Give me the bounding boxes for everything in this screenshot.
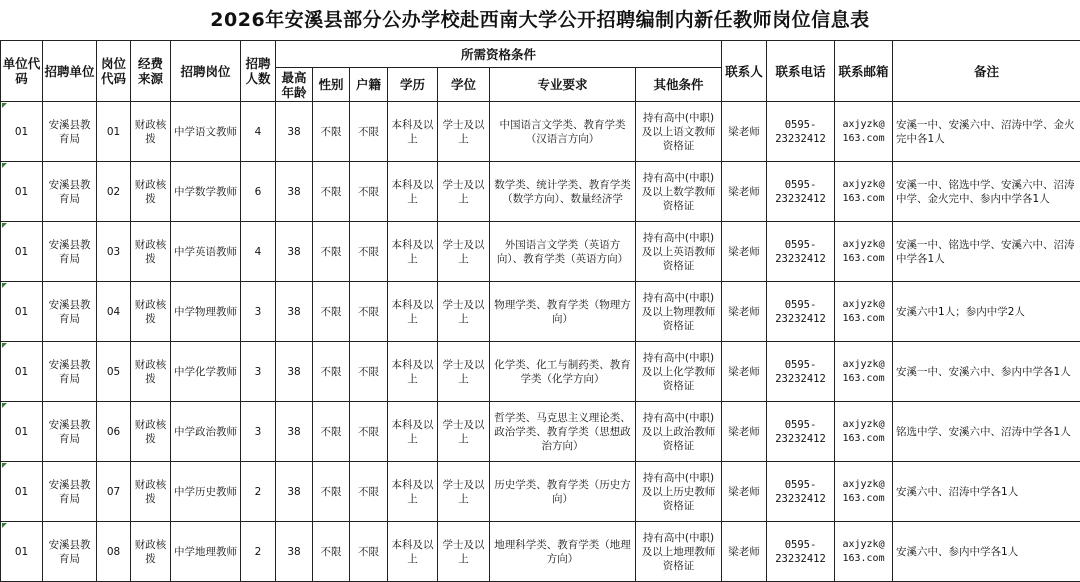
unit-code-cell xyxy=(1,462,43,522)
note-cell: 安溪一中、铭选中学、安溪六中、沼涛中学、金火完中、参内中学各1人 xyxy=(893,162,1080,222)
count-cell: 3 xyxy=(241,402,276,462)
other-cell: 持有高中(中职)及以上政治教师资格证 xyxy=(636,402,722,462)
unit-cell: 安溪县教育局 xyxy=(43,162,97,222)
count-cell: 2 xyxy=(241,522,276,582)
phone-cell: 0595-23232412 xyxy=(767,522,835,582)
hukou-cell: 不限 xyxy=(350,342,388,402)
post-cell: 中学语文教师 xyxy=(171,102,241,162)
header-note: 备注 xyxy=(893,41,1080,102)
note-cell: 安溪六中、参内中学各1人 xyxy=(893,522,1080,582)
major-cell: 中国语言文学类、教育学类（汉语言方向） xyxy=(490,102,636,162)
contact-cell: 梁老师 xyxy=(722,162,767,222)
table-row xyxy=(1,282,1080,342)
max-age-cell: 38 xyxy=(276,342,313,402)
post-code-cell: 07 xyxy=(97,462,131,522)
count-cell: 2 xyxy=(241,462,276,522)
hukou-cell: 不限 xyxy=(350,162,388,222)
other-cell: 持有高中(中职)及以上语文教师资格证 xyxy=(636,102,722,162)
other-cell: 持有高中(中职)及以上地理教师资格证 xyxy=(636,522,722,582)
header-unit-code: 单位代码 xyxy=(1,41,43,102)
post-cell: 中学物理教师 xyxy=(171,282,241,342)
table-row xyxy=(1,522,1080,582)
major-cell: 哲学类、马克思主义理论类、政治学类、教育学类（思想政治方向） xyxy=(490,402,636,462)
unit-code-cell xyxy=(1,342,43,402)
max-age-cell: 38 xyxy=(276,282,313,342)
education-cell: 本科及以上 xyxy=(388,342,438,402)
note-cell: 铭选中学、安溪六中、沼涛中学各1人 xyxy=(893,402,1080,462)
header-email: 联系邮箱 xyxy=(835,41,893,102)
header-other: 其他条件 xyxy=(636,68,722,102)
post-cell: 中学政治教师 xyxy=(171,402,241,462)
funding-cell: 财政核拨 xyxy=(131,402,171,462)
degree-cell: 学士及以上 xyxy=(438,282,490,342)
unit-cell: 安溪县教育局 xyxy=(43,102,97,162)
count-cell: 6 xyxy=(241,162,276,222)
degree-cell: 学士及以上 xyxy=(438,162,490,222)
gender-cell: 不限 xyxy=(313,222,350,282)
education-cell: 本科及以上 xyxy=(388,162,438,222)
unit-code-cell xyxy=(1,402,43,462)
cell-marker xyxy=(2,103,7,108)
cell-marker xyxy=(2,463,7,468)
header-unit: 招聘单位 xyxy=(43,41,97,102)
post-code-cell: 03 xyxy=(97,222,131,282)
gender-cell: 不限 xyxy=(313,102,350,162)
gender-cell: 不限 xyxy=(313,342,350,402)
gender-cell: 不限 xyxy=(313,282,350,342)
email-cell[interactable]: axjyzk@163.com xyxy=(835,522,893,582)
unit-cell: 安溪县教育局 xyxy=(43,402,97,462)
unit-code-cell xyxy=(1,162,43,222)
other-cell: 持有高中(中职)及以上历史教师资格证 xyxy=(636,462,722,522)
table-row xyxy=(1,462,1080,522)
other-cell: 持有高中(中职)及以上物理教师资格证 xyxy=(636,282,722,342)
header-contact: 联系人 xyxy=(722,41,767,102)
phone-cell: 0595-23232412 xyxy=(767,102,835,162)
header-education: 学历 xyxy=(388,68,438,102)
email-cell[interactable]: axjyzk@163.com xyxy=(835,282,893,342)
count-cell: 4 xyxy=(241,222,276,282)
email-cell[interactable]: axjyzk@163.com xyxy=(835,222,893,282)
unit-code-cell xyxy=(1,102,43,162)
hukou-cell: 不限 xyxy=(350,402,388,462)
note-cell: 安溪一中、安溪六中、参内中学各1人 xyxy=(893,342,1080,402)
post-code-cell: 08 xyxy=(97,522,131,582)
phone-cell: 0595-23232412 xyxy=(767,162,835,222)
post-code-cell: 05 xyxy=(97,342,131,402)
other-cell: 持有高中(中职)及以上数学教师资格证 xyxy=(636,162,722,222)
funding-cell: 财政核拨 xyxy=(131,222,171,282)
unit-code: 01 xyxy=(15,546,28,558)
max-age-cell: 38 xyxy=(276,102,313,162)
post-cell: 中学历史教师 xyxy=(171,462,241,522)
education-cell: 本科及以上 xyxy=(388,282,438,342)
header-gender: 性别 xyxy=(313,68,350,102)
table-row xyxy=(1,102,1080,162)
hukou-cell: 不限 xyxy=(350,282,388,342)
hukou-cell: 不限 xyxy=(350,102,388,162)
hukou-cell: 不限 xyxy=(350,462,388,522)
header-max-age: 最高年龄 xyxy=(276,68,313,102)
unit-code: 01 xyxy=(15,366,28,378)
table-row xyxy=(1,162,1080,222)
header-degree: 学位 xyxy=(438,68,490,102)
header-major: 专业要求 xyxy=(490,68,636,102)
header-post: 招聘岗位 xyxy=(171,41,241,102)
post-cell: 中学地理教师 xyxy=(171,522,241,582)
unit-cell: 安溪县教育局 xyxy=(43,522,97,582)
post-code-cell: 01 xyxy=(97,102,131,162)
page-title: 2026年安溪县部分公办学校赴西南大学公开招聘编制内新任教师岗位信息表 xyxy=(0,0,1080,40)
other-cell: 持有高中(中职)及以上英语教师资格证 xyxy=(636,222,722,282)
unit-code: 01 xyxy=(15,486,28,498)
email-cell[interactable]: axjyzk@163.com xyxy=(835,342,893,402)
funding-cell: 财政核拨 xyxy=(131,342,171,402)
unit-code-cell xyxy=(1,222,43,282)
cell-marker xyxy=(2,403,7,408)
max-age-cell: 38 xyxy=(276,222,313,282)
header-row-1 xyxy=(1,41,1080,68)
phone-cell: 0595-23232412 xyxy=(767,462,835,522)
unit-code: 01 xyxy=(15,426,28,438)
funding-cell: 财政核拨 xyxy=(131,462,171,522)
note-cell: 安溪一中、安溪六中、沼涛中学、金火完中各1人 xyxy=(893,102,1080,162)
post-code-cell: 04 xyxy=(97,282,131,342)
post-cell: 中学英语教师 xyxy=(171,222,241,282)
unit-code-cell xyxy=(1,522,43,582)
other-cell: 持有高中(中职)及以上化学教师资格证 xyxy=(636,342,722,402)
funding-cell: 财政核拨 xyxy=(131,162,171,222)
contact-cell: 梁老师 xyxy=(722,282,767,342)
max-age-cell: 38 xyxy=(276,462,313,522)
unit-cell: 安溪县教育局 xyxy=(43,462,97,522)
unit-code: 01 xyxy=(15,246,28,258)
post-code-cell: 06 xyxy=(97,402,131,462)
phone-cell: 0595-23232412 xyxy=(767,282,835,342)
header-count: 招聘人数 xyxy=(241,41,276,102)
unit-code-cell xyxy=(1,282,43,342)
post-cell: 中学数学教师 xyxy=(171,162,241,222)
major-cell: 外国语言文学类（英语方向）、教育学类（英语方向） xyxy=(490,222,636,282)
major-cell: 数学类、统计学类、教育学类（数学方向）、数量经济学 xyxy=(490,162,636,222)
email-cell[interactable]: axjyzk@163.com xyxy=(835,462,893,522)
header-hukou: 户籍 xyxy=(350,68,388,102)
major-cell: 物理学类、教育学类（物理方向） xyxy=(490,282,636,342)
cell-marker xyxy=(2,523,7,528)
unit-code: 01 xyxy=(15,186,28,198)
funding-cell: 财政核拨 xyxy=(131,522,171,582)
education-cell: 本科及以上 xyxy=(388,522,438,582)
contact-cell: 梁老师 xyxy=(722,402,767,462)
header-qualifications: 所需资格条件 xyxy=(276,41,722,68)
unit-code: 01 xyxy=(15,306,28,318)
contact-cell: 梁老师 xyxy=(722,522,767,582)
education-cell: 本科及以上 xyxy=(388,402,438,462)
phone-cell: 0595-23232412 xyxy=(767,402,835,462)
recruitment-table xyxy=(0,40,1080,582)
major-cell: 历史学类、教育学类（历史方向） xyxy=(490,462,636,522)
header-post-code: 岗位代码 xyxy=(97,41,131,102)
count-cell: 4 xyxy=(241,102,276,162)
post-code-cell: 02 xyxy=(97,162,131,222)
unit-cell: 安溪县教育局 xyxy=(43,342,97,402)
email-cell[interactable]: axjyzk@163.com xyxy=(835,402,893,462)
header-funding: 经费来源 xyxy=(131,41,171,102)
unit-code: 01 xyxy=(15,126,28,138)
max-age-cell: 38 xyxy=(276,402,313,462)
education-cell: 本科及以上 xyxy=(388,222,438,282)
phone-cell: 0595-23232412 xyxy=(767,222,835,282)
table-row xyxy=(1,222,1080,282)
major-cell: 地理科学类、教育学类（地理方向） xyxy=(490,522,636,582)
count-cell: 3 xyxy=(241,342,276,402)
note-cell: 安溪一中、铭选中学、安溪六中、沼涛中学各1人 xyxy=(893,222,1080,282)
phone-cell: 0595-23232412 xyxy=(767,342,835,402)
header-phone: 联系电话 xyxy=(767,41,835,102)
gender-cell: 不限 xyxy=(313,402,350,462)
gender-cell: 不限 xyxy=(313,162,350,222)
gender-cell: 不限 xyxy=(313,522,350,582)
funding-cell: 财政核拨 xyxy=(131,102,171,162)
gender-cell: 不限 xyxy=(313,462,350,522)
contact-cell: 梁老师 xyxy=(722,342,767,402)
cell-marker xyxy=(2,283,7,288)
cell-marker xyxy=(2,343,7,348)
degree-cell: 学士及以上 xyxy=(438,102,490,162)
degree-cell: 学士及以上 xyxy=(438,222,490,282)
contact-cell: 梁老师 xyxy=(722,102,767,162)
degree-cell: 学士及以上 xyxy=(438,462,490,522)
table-body xyxy=(1,102,1080,582)
max-age-cell: 38 xyxy=(276,522,313,582)
note-cell: 安溪六中、沼涛中学各1人 xyxy=(893,462,1080,522)
unit-cell: 安溪县教育局 xyxy=(43,282,97,342)
funding-cell: 财政核拨 xyxy=(131,282,171,342)
hukou-cell: 不限 xyxy=(350,222,388,282)
table-row xyxy=(1,402,1080,462)
table-row xyxy=(1,342,1080,402)
degree-cell: 学士及以上 xyxy=(438,522,490,582)
post-cell: 中学化学教师 xyxy=(171,342,241,402)
education-cell: 本科及以上 xyxy=(388,462,438,522)
cell-marker xyxy=(2,223,7,228)
contact-cell: 梁老师 xyxy=(722,222,767,282)
unit-cell: 安溪县教育局 xyxy=(43,222,97,282)
degree-cell: 学士及以上 xyxy=(438,402,490,462)
contact-cell: 梁老师 xyxy=(722,462,767,522)
count-cell: 3 xyxy=(241,282,276,342)
major-cell: 化学类、化工与制药类、教育学类（化学方向） xyxy=(490,342,636,402)
degree-cell: 学士及以上 xyxy=(438,342,490,402)
max-age-cell: 38 xyxy=(276,162,313,222)
cell-marker xyxy=(2,163,7,168)
note-cell: 安溪六中1人；参内中学2人 xyxy=(893,282,1080,342)
email-cell[interactable]: axjyzk@163.com xyxy=(835,102,893,162)
hukou-cell: 不限 xyxy=(350,522,388,582)
education-cell: 本科及以上 xyxy=(388,102,438,162)
email-cell[interactable]: axjyzk@163.com xyxy=(835,162,893,222)
